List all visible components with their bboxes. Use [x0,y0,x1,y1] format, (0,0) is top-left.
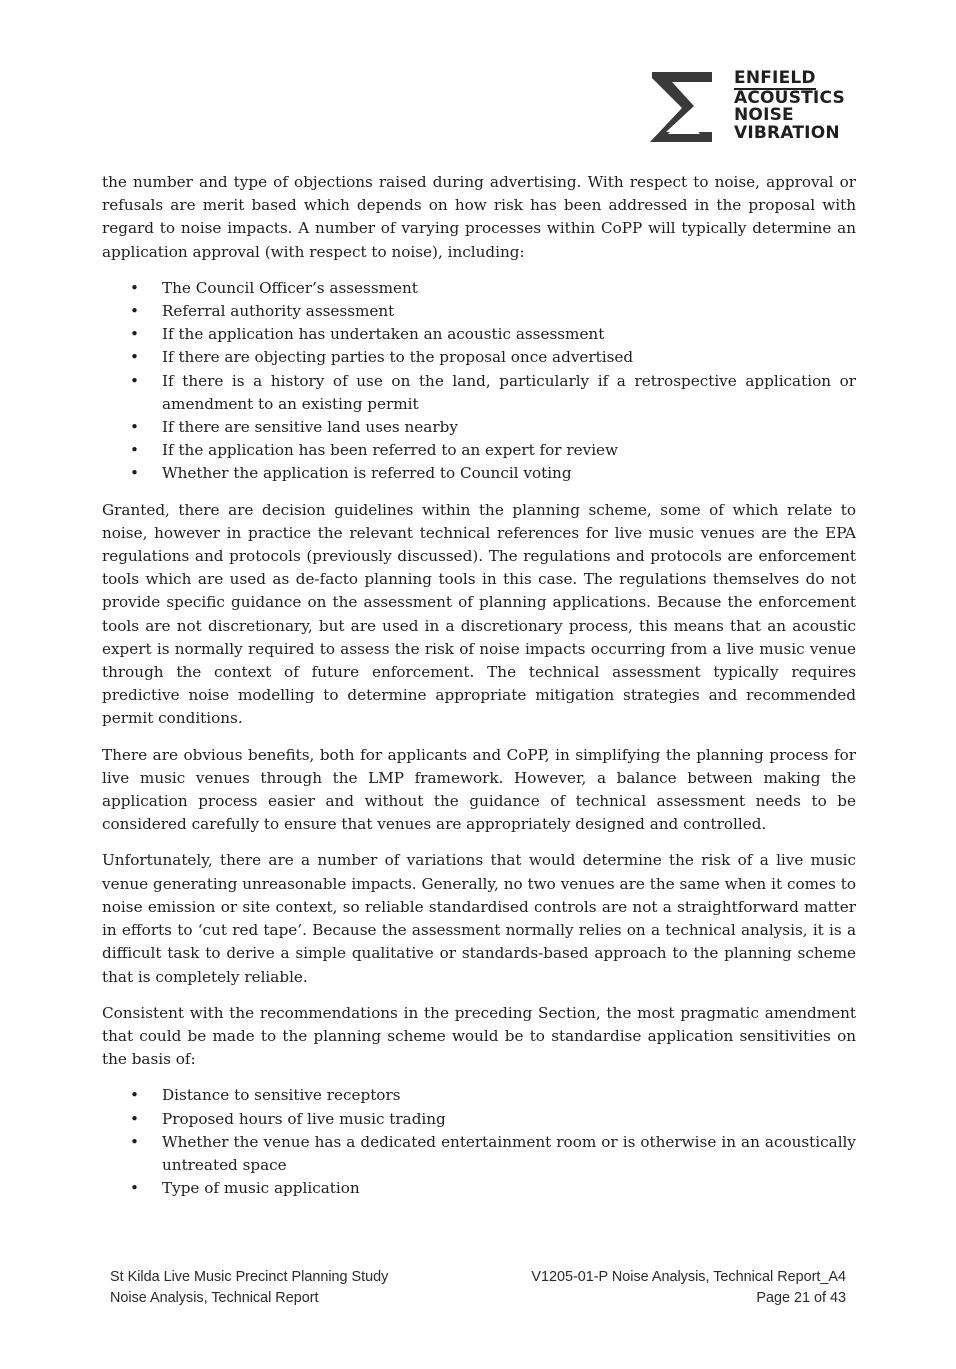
footer-page-number: Page 21 of 43 [756,1290,846,1306]
logo-wordmark [734,70,845,142]
logo-line-3: NOISE [734,105,794,125]
list-item: • Whether the application is referred to Council voting [102,462,856,485]
logo-line-1: ENFIELD [734,68,816,88]
body-content [102,171,856,1213]
paragraph: the number and type of objections raised during advertising. With respect to noise, approval or refusals are merit based which depends on how risk has been addressed in the proposal with regard to noise impacts. A number of varying processes within CoPP will typically determine an application approval (with respect to noise), including: [102,173,856,261]
list-item: • Distance to sensitive receptors [102,1084,856,1107]
footer-project-title: St Kilda Live Music Precinct Planning Study [110,1269,389,1285]
list-item: • If there are sensitive land uses nearby [102,416,856,439]
list-item: • If there is a history of use on the land, particularly if a retrospective application or amendment to an existing permit [102,370,856,416]
list-item: • If the application has undertaken an acoustic assessment [102,323,856,346]
paragraph: Granted, there are decision guidelines within the planning scheme, some of which relate to noise, however in practice the relevant technical references for live music venues are the EPA regulations and protocols (previously discussed). The regulations and protocols are enforcement tools which are used as de-facto planning tools in this case. The regulations themselves do not provide specific guidance on the assessment of planning applications. Because the enforcement tools are not discretionary, but are used in a discretionary process, this means that an acoustic expert is normally required to assess the risk of noise impacts occurring from a live music venue through the context of future enforcement. The technical assessment typically requires predictive noise modelling to determine appropriate mitigation strategies and recommended permit conditions. [102,500,856,728]
footer-left [110,1267,388,1309]
company-logo [648,70,848,146]
bullet-list-assessment-factors [102,277,856,486]
list-item: • Proposed hours of live music trading [102,1108,856,1131]
list-item: • The Council Officer’s assessment [102,277,856,300]
paragraph: There are obvious benefits, both for applicants and CoPP, in simplifying the planning process for live music venues through the LMP framework. However, a balance between making the application process easier and without the guidance of technical assessment needs to be considered carefully to ensure that venues are appropriately designed and controlled. [102,745,856,834]
list-item: • If there are objecting parties to the proposal once advertised [102,346,856,369]
paragraph: Unfortunately, there are a number of variations that would determine the risk of a live music venue generating unreasonable impacts. Generally, no two venues are the same when it comes to noise emission or site context, so reliable standardised controls are not a straightforward matter in efforts to ‘cut red tape’. Because the assessment normally relies on a technical analysis, it is a difficult task to derive a simple qualitative or standards-based approach to the planning scheme that is completely reliable. [102,851,856,986]
list-item: • If the application has been referred to an expert for review [102,439,856,462]
list-item: • Whether the venue has a dedicated entertainment room or is otherwise in an acoustically untreated space [102,1131,856,1177]
footer-document-reference: V1205-01-P Noise Analysis, Technical Report_A4 [531,1269,846,1285]
footer-report-title: Noise Analysis, Technical Report [110,1290,319,1306]
list-item: • Referral authority assessment [102,300,856,323]
bullet-list-sensitivities [102,1084,856,1200]
logo-line-4: VIBRATION [734,122,840,143]
footer-right [531,1267,846,1309]
list-item: • Type of music application [102,1177,856,1200]
logo-line-2: ACOUSTICS [734,87,845,108]
paragraph: Consistent with the recommendations in the preceding Section, the most pragmatic amendment that could be made to the planning scheme would be to standardise application sensitivities on the basis of: [102,1003,856,1069]
sigma-logo-icon [648,70,718,144]
